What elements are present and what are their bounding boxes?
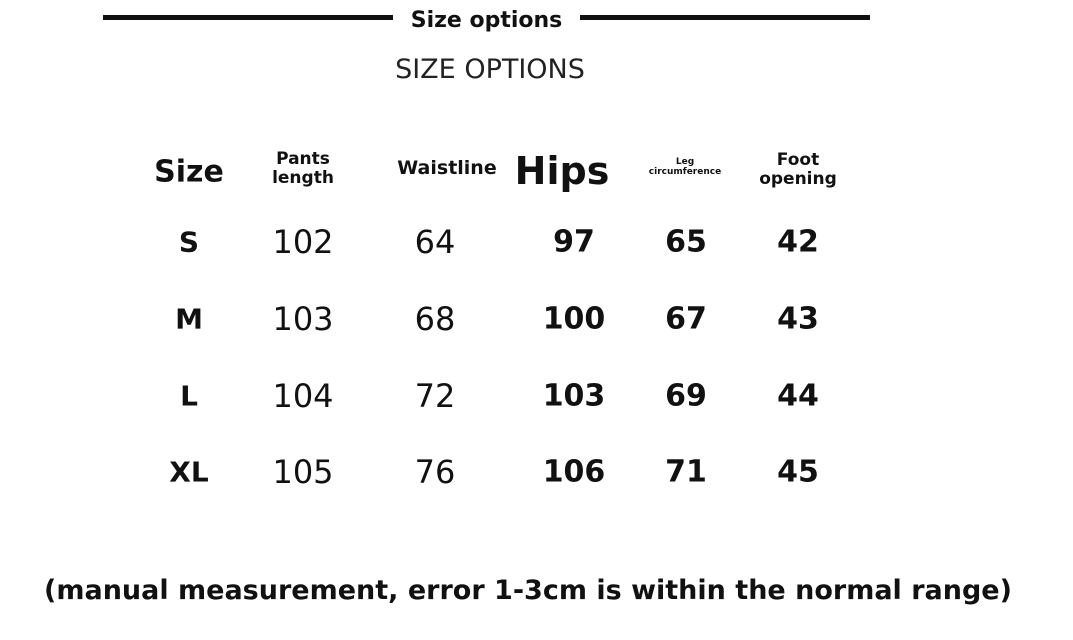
foot-opening-value: 43	[777, 301, 819, 337]
column-header-size	[154, 155, 224, 190]
waistline-value: 68	[414, 300, 456, 338]
size-label: S	[178, 225, 200, 259]
waistline-value: 64	[414, 223, 456, 261]
pants-length-value: 102	[272, 223, 334, 261]
column-header-label-line2: opening	[759, 169, 837, 189]
leg-circumference-value: 67	[665, 301, 707, 337]
foot-opening-value: 42	[777, 224, 819, 260]
column-header-pants-length	[272, 150, 334, 188]
column-header-label: Waistline	[397, 157, 497, 179]
size-label: M	[175, 302, 203, 336]
column-header-label: Foot	[776, 150, 820, 170]
hips-value: 106	[542, 454, 606, 490]
column-header-label-line2: circumference	[648, 167, 722, 177]
pants-length-value: 103	[272, 300, 334, 338]
hips-value: 97	[553, 224, 595, 260]
page-subtitle: SIZE OPTIONS	[395, 54, 585, 85]
foot-opening-value: 44	[777, 378, 819, 414]
column-header-foot-opening	[759, 151, 837, 189]
column-header-hips	[515, 149, 610, 193]
column-header-label: Pants	[276, 149, 330, 169]
waistline-value: 72	[414, 377, 456, 415]
leg-circumference-value: 65	[665, 224, 707, 260]
column-header-label-line2: length	[272, 168, 334, 188]
hips-value: 100	[542, 301, 606, 337]
column-header-waistline	[397, 157, 496, 179]
size-label: L	[180, 379, 198, 413]
pants-length-value: 104	[272, 377, 334, 415]
measurement-note: (manual measurement, error 1-3cm is within the normal range)	[44, 575, 1012, 606]
hips-value: 103	[542, 378, 606, 414]
leg-circumference-value: 71	[665, 454, 707, 490]
pants-length-value: 105	[272, 453, 334, 491]
column-header-leg-circumference	[649, 157, 721, 177]
header-rule-left	[103, 15, 393, 20]
column-header-label: Leg	[675, 157, 695, 167]
column-header-label: Size	[154, 154, 224, 190]
size-label: XL	[169, 455, 209, 489]
foot-opening-value: 45	[777, 454, 819, 490]
leg-circumference-value: 69	[665, 378, 707, 414]
page-title: Size options	[410, 8, 563, 33]
waistline-value: 76	[414, 453, 456, 491]
column-header-label: Hips	[514, 149, 610, 193]
header-rule-right	[580, 15, 870, 20]
